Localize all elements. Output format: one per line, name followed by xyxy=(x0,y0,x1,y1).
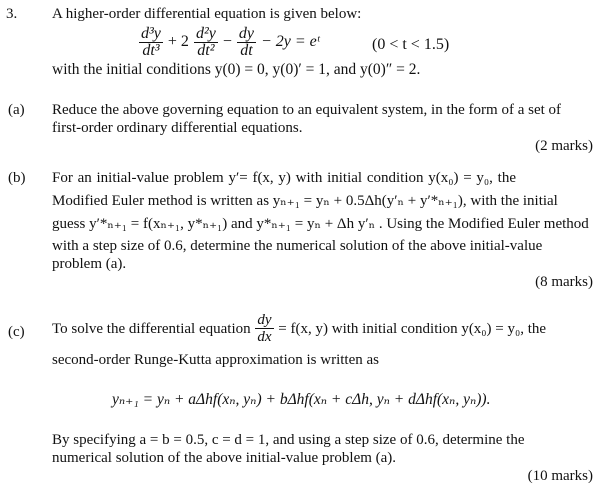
part-c-line4: numerical solution of the above initial-value problem (a). xyxy=(52,450,397,466)
part-a-marks: (2 marks) xyxy=(535,138,593,154)
dy-numerator: dy xyxy=(257,312,272,328)
frac2-numerator: d²y xyxy=(195,25,216,42)
dx-denominator: dx xyxy=(257,329,272,345)
frac3-denominator: dt xyxy=(237,42,256,59)
first-derivative-fraction xyxy=(237,26,256,59)
equation-remainder: − 2y = eᵗ xyxy=(260,33,320,51)
part-c-line1 xyxy=(52,312,546,345)
question-intro: A higher-order differential equation is given below: xyxy=(52,6,362,22)
dy-dx-fraction xyxy=(255,312,273,345)
part-c-marks: (10 marks) xyxy=(527,468,593,484)
second-derivative-fraction xyxy=(194,26,218,59)
initial-conditions: with the initial conditions y(0) = 0, y(0)′ = 1, and y(0)″ = 2. xyxy=(52,61,421,78)
part-b-line5: problem (a). xyxy=(52,256,127,272)
part-b-line4: with a step size of 0.6, determine the numerical solution of the above initial-value xyxy=(52,238,543,254)
third-derivative-fraction xyxy=(139,26,163,59)
frac2-denominator: dt² xyxy=(194,42,218,59)
part-a-line1: Reduce the above governing equation to an equivalent system, in the form of a set of xyxy=(52,102,562,118)
part-b-marks: (8 marks) xyxy=(535,274,593,290)
part-c-line1-pre: To solve the differential equation xyxy=(52,320,251,337)
part-c-line1-post: = f(x, y) with initial condition y(x₀) = y₀, the xyxy=(278,320,547,337)
frac3-numerator: dy xyxy=(238,25,254,42)
part-b-line1: For an initial-value problem y′= f(x, y) with initial condition y(x₀) = y₀, the xyxy=(52,170,516,186)
minus-sign: − xyxy=(222,33,232,51)
frac1-numerator: d³y xyxy=(141,25,161,42)
differential-equation xyxy=(138,26,319,59)
part-a-line2: first-order ordinary differential equations. xyxy=(52,120,303,136)
part-b-line2: Modified Euler method is written as yₙ₊₁ = yₙ + 0.5Δh(y′ₙ + y′*ₙ₊₁), with the initial xyxy=(52,193,558,209)
part-c-line2: second-order Runge-Kutta approximation is written as xyxy=(52,352,379,368)
part-a-label: (a) xyxy=(8,102,25,118)
part-c-line3: By specifying a = b = 0.5, c = d = 1, and using a step size of 0.6, determine the xyxy=(52,432,525,448)
frac1-denominator: dt³ xyxy=(139,42,163,59)
coef-two: + 2 xyxy=(167,33,189,51)
part-c-label: (c) xyxy=(8,324,25,340)
part-b-label: (b) xyxy=(8,170,26,186)
part-b-line3: guess y′*ₙ₊₁ = f(xₙ₊₁, y*ₙ₊₁) and y*ₙ₊₁ = yₙ + Δh y′ₙ . Using the Modified Euler method xyxy=(52,216,589,232)
equation-domain: (0 < t < 1.5) xyxy=(372,36,450,53)
runge-kutta-formula: yₙ₊₁ = yₙ + aΔhf(xₙ, yₙ) + bΔhf(xₙ + cΔh, yₙ + dΔhf(xₙ, yₙ)). xyxy=(112,391,491,408)
question-number: 3. xyxy=(6,6,18,22)
